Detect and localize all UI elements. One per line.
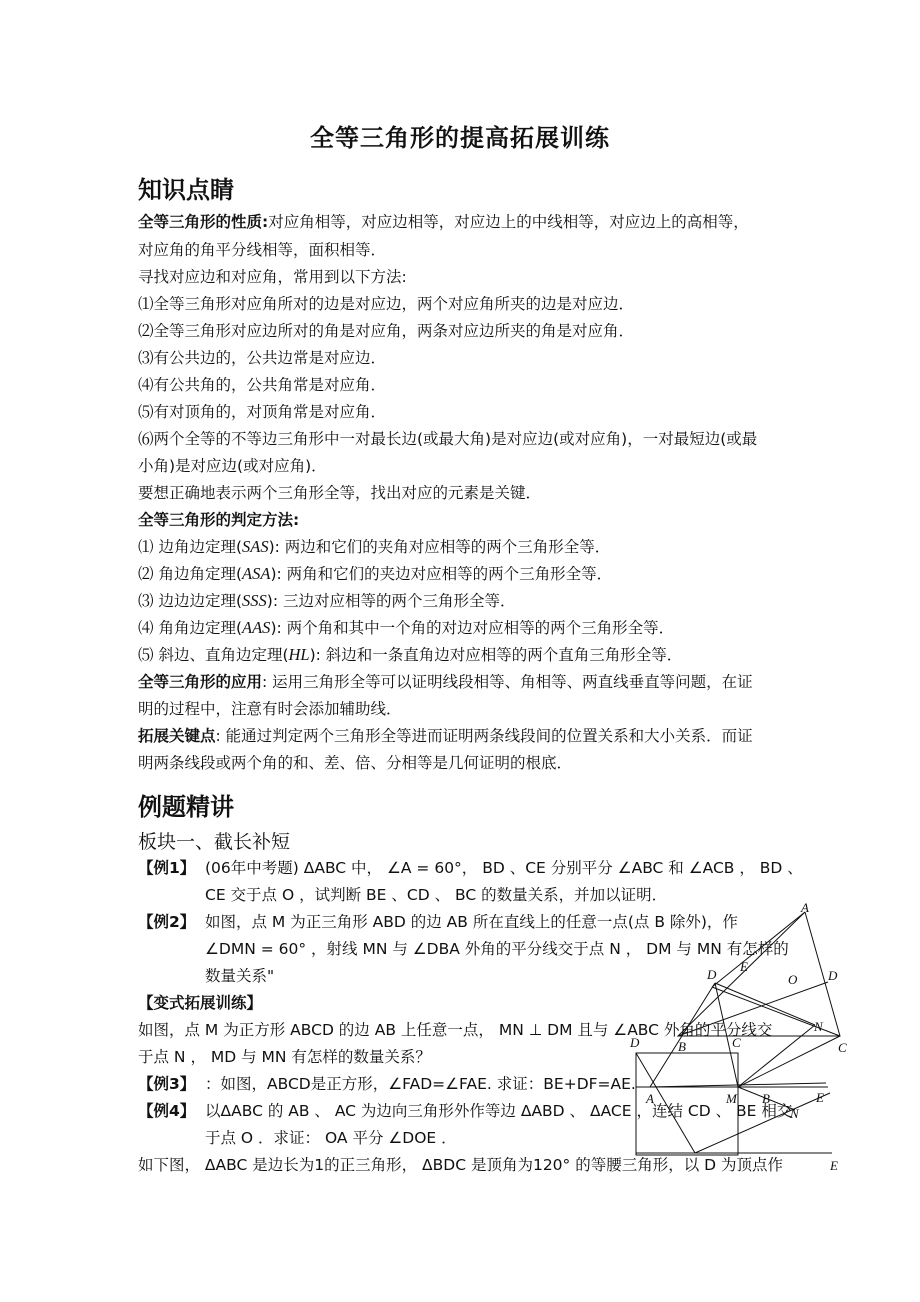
fig-label: D bbox=[828, 968, 838, 983]
fig-label: A bbox=[646, 1091, 654, 1106]
fig-label: C bbox=[838, 1040, 847, 1055]
judge-item bbox=[138, 537, 610, 557]
extension-line-2: 明两条线段或两个角的和、差、倍、分相等是几何证明的根底． bbox=[138, 754, 573, 772]
judge-desc: ): 斜边和一条直角边对应相等的两个直角三角形全等． bbox=[309, 646, 683, 664]
block-heading: 板块一、截长补短 bbox=[138, 831, 291, 853]
method-item: ⑷有公共角的，公共角常是对应角． bbox=[138, 376, 387, 394]
page-title: 全等三角形的提高拓展训练 bbox=[310, 124, 610, 152]
judge-name: 边边边定理( bbox=[158, 592, 243, 610]
judge-abbr: SAS bbox=[242, 537, 269, 556]
example-2-line-1: 如图，点 M 为正三角形 ABD 的边 AB 所在直线上的任意一点(点 B 除外)，作 bbox=[205, 913, 738, 931]
extension-text-1: : 能通过判定两个三角形全等进而证明两条线段间的位置关系和大小关系．而证 bbox=[215, 727, 753, 745]
application-line-2: 明的过程中，注意有时会添加辅助线． bbox=[138, 700, 402, 718]
judge-num: ⑴ bbox=[138, 538, 154, 556]
section-heading-examples: 例题精讲 bbox=[138, 793, 234, 821]
triangle-abc-figure bbox=[678, 912, 840, 1036]
judge-label: 全等三角形的判定方法: bbox=[138, 511, 300, 529]
properties-line-1 bbox=[138, 212, 749, 232]
fig-label: B bbox=[762, 1091, 770, 1106]
fig-label: B bbox=[678, 1039, 686, 1054]
fig-label: O bbox=[788, 972, 798, 987]
example-1-line-2: CE 交于点 O ，试判断 BE 、CD 、 BC 的数量关系，并加以证明． bbox=[205, 886, 668, 904]
method-item: ⑹两个全等的不等边三角形中一对最长边(或最大角)是对应边(或对应角)，一对最短边(或最 bbox=[138, 430, 758, 448]
judge-name: 边角边定理( bbox=[158, 538, 243, 556]
fig-label: N bbox=[814, 1019, 823, 1034]
fig-label: E bbox=[830, 1158, 838, 1173]
last-line: 如下图， ΔABC 是边长为1的正三角形， ΔBDC 是顶角为120° 的等腰三角形，以 D 为顶点作 bbox=[138, 1156, 784, 1174]
judge-name: 角边角定理( bbox=[158, 565, 243, 583]
example-4-tag: 【例4】 bbox=[138, 1102, 196, 1120]
key-note: 要想正确地表示两个三角形全等，找出对应的元素是关键． bbox=[138, 484, 542, 502]
judge-abbr: SSS bbox=[242, 591, 267, 610]
variant-tag: 【变式拓展训练】 bbox=[138, 994, 263, 1012]
judge-name: 角角边定理( bbox=[158, 619, 243, 637]
segment bbox=[636, 1053, 695, 1153]
extension-line-1 bbox=[138, 726, 753, 746]
triangle-abc bbox=[678, 912, 840, 1036]
application-text-1: : 运用三角形全等可以证明线段相等、角相等、两直线垂直等问题，在证 bbox=[262, 673, 753, 691]
segment bbox=[738, 1036, 840, 1087]
judge-num: ⑵ bbox=[138, 565, 154, 583]
fig-label: M bbox=[726, 1091, 737, 1106]
judge-abbr: ASA bbox=[242, 564, 271, 583]
judge-item bbox=[138, 645, 682, 665]
method-item: ⑴全等三角形对应角所对的边是对应边，两个对应角所夹的边是对应边． bbox=[138, 295, 635, 313]
example-3-tag: 【例3】 bbox=[138, 1075, 196, 1093]
properties-label: 全等三角形的性质: bbox=[138, 213, 269, 231]
properties-text-1: 对应角相等，对应边相等，对应边上的中线相等，对应边上的高相等， bbox=[268, 213, 749, 231]
example-2-line-2: ∠DMN = 60° ，射线 MN 与 ∠DBA 外角的平分线交于点 N ， DM 与 MN 有怎样的 bbox=[205, 940, 789, 958]
variant-line-1: 如图，点 M 为正方形 ABCD 的边 AB 上任意一点， MN ⊥ DM 且与 ∠ABC 外角的平分线交 bbox=[138, 1021, 773, 1039]
example-4-line-1: 以ΔABC 的 AB 、 AC 为边向三角形外作等边 ΔABD 、 ΔACE ，连结 CD 、 BE 相交 bbox=[205, 1102, 793, 1120]
fig-label: E bbox=[816, 1090, 824, 1105]
example-3-line-1: ：如图，ABCD是正方形，∠FAD=∠FAE. 求证：BE+DF=AE. bbox=[205, 1075, 636, 1093]
fig-label: A bbox=[801, 900, 809, 915]
fig-label: E bbox=[740, 959, 748, 974]
method-item: ⑵全等三角形对应边所对的角是对应角，两条对应边所夹的角是对应角． bbox=[138, 322, 635, 340]
section-heading-knowledge: 知识点睛 bbox=[138, 176, 234, 204]
segment bbox=[715, 983, 815, 1025]
judge-desc: ): 两个角和其中一个角的对边对应相等的两个三角形全等． bbox=[270, 619, 675, 637]
application-line-1 bbox=[138, 672, 753, 692]
judge-name: 斜边、直角边定理( bbox=[158, 646, 289, 664]
triangle-abd bbox=[650, 983, 738, 1087]
judge-item bbox=[138, 591, 515, 611]
extension-label: 拓展关键点 bbox=[138, 727, 216, 745]
method-item: 小角)是对应边(或对应角)． bbox=[138, 457, 327, 475]
fig-label: N bbox=[790, 1106, 799, 1121]
fig-label: C bbox=[732, 1035, 741, 1050]
example-1-line-1: (06年中考题) ΔABC 中， ∠A = 60°， BD 、CE 分别平分 ∠ABC 和 ∠ACB ， BD 、 bbox=[205, 859, 803, 877]
example-2-line-3: 数量关系" bbox=[205, 967, 275, 985]
geometry-figures bbox=[600, 895, 860, 1180]
properties-line-2: 对应角的角平分线相等，面积相等． bbox=[138, 241, 387, 259]
application-label: 全等三角形的应用 bbox=[138, 673, 263, 691]
judge-num: ⑶ bbox=[138, 592, 154, 610]
variant-line-2: 于点 N ， MD 与 MN 有怎样的数量关系？ bbox=[138, 1048, 431, 1066]
segment bbox=[678, 982, 828, 1036]
judge-desc: ): 两角和它们的夹边对应相等的两个三角形全等． bbox=[270, 565, 613, 583]
judge-item bbox=[138, 618, 674, 638]
methods-intro: 寻找对应边和对应角，常用到以下方法: bbox=[138, 268, 407, 286]
judge-abbr: HL bbox=[288, 645, 310, 664]
example-4-line-2: 于点 O ．求证： OA 平分 ∠DOE ． bbox=[205, 1129, 457, 1147]
judge-num: ⑸ bbox=[138, 646, 154, 664]
example-2-tag: 【例2】 bbox=[138, 913, 196, 931]
judge-item bbox=[138, 564, 612, 584]
example-1-tag: 【例1】 bbox=[138, 859, 196, 877]
judge-desc: ): 两边和它们的夹角对应相等的两个三角形全等． bbox=[268, 538, 611, 556]
segment bbox=[738, 1025, 815, 1087]
method-item: ⑸有对顶角的，对顶角常是对应角． bbox=[138, 403, 387, 421]
judge-num: ⑷ bbox=[138, 619, 154, 637]
method-item: ⑶有公共边的，公共边常是对应边． bbox=[138, 349, 387, 367]
judge-abbr: AAS bbox=[242, 618, 271, 637]
fig-label: D bbox=[707, 967, 717, 982]
fig-label: D bbox=[630, 1035, 640, 1050]
judge-desc: ): 三边对应相等的两个三角形全等． bbox=[266, 592, 516, 610]
